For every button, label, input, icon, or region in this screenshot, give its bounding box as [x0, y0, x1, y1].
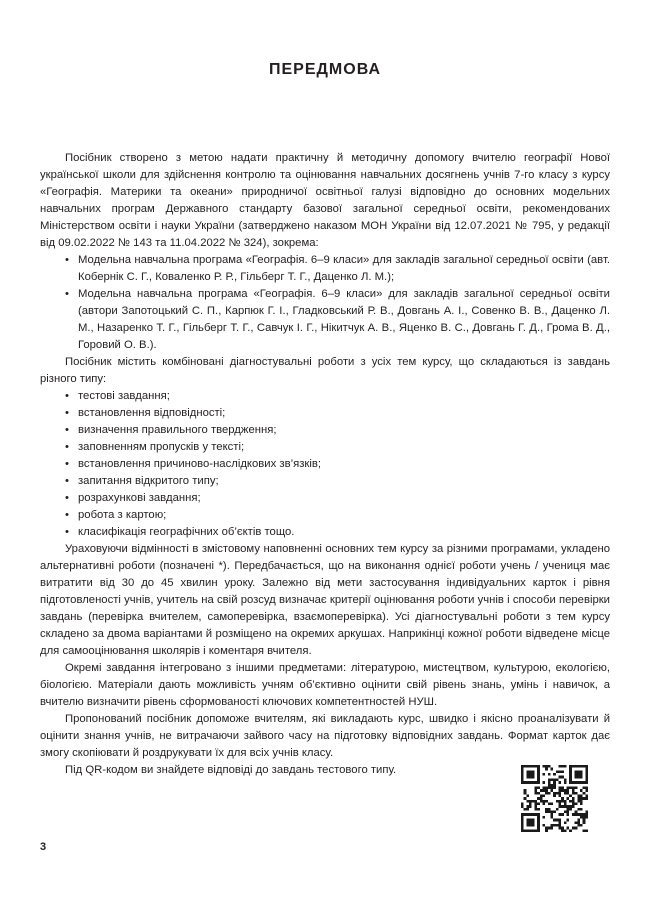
page-body — [40, 150, 610, 779]
list-item: • заповненням пропусків у тексті; — [40, 439, 610, 456]
qr-code — [521, 765, 588, 832]
list-item: • встановлення відповідності; — [40, 405, 610, 422]
program-list — [40, 252, 610, 354]
paragraph-integration: Окремі завдання інтегровано з іншими предметами: літературою, мистецтвом, культурою, екологією, біологією. Матеріали дають можливість учням об’єктивно оцінити свій рівень знань, умінь і навичок, а вчителю визначити рівень сформованості ключових компетентностей НУШ. — [40, 662, 610, 708]
list-item: • Модельна навчальна програма «Географія. 6–9 класи» для закладів загальної середньої освіти (автори Запотоцький С. П., Карпюк Г. І., Гладковський Р. В., Довгань А. І., Совенко В. В., Даценко Л. М., Назаренко Т. Г., Гільберг Т. Г., Савчук І. Г., Нікитчук А. В., Яценко В. С., Довгань Г. Д., Грома В. Д., Горовий О. В.). — [40, 286, 610, 354]
paragraph-tasks-intro: Посібник містить комбіновані діагностувальні роботи з усіх тем курсу, що складаються із завдань різного типу: — [40, 356, 610, 385]
paragraph-variants: Ураховуючи відмінності в змістовому наповненні основних тем курсу за різними програмами, укладено альтернативні роботи (позначені *). Передбачається, що на виконання однієї роботи учень / учениця має витратити від 30 до 45 хвилин уроку. Залежно від мети застосування індивідуальних карток і рівня підготовленості учнів, учитель на свій розсуд визначає критерії оцінювання роботи учнів і способи перевірки завдань (перевірка вчителем, самоперевірка, взаємоперевірка). Усі діагностувальні роботи з тем курсу складено за двома варіантами й розміщено на окремих аркушах. Наприкінці кожної роботи відведене місце для самооцінювання школярів і коментаря вчителя. — [40, 543, 610, 657]
task-type-list — [40, 388, 610, 541]
qr-code-svg — [521, 765, 588, 832]
page-number: 3 — [40, 841, 47, 853]
list-item: • запитання відкритого типу; — [40, 473, 610, 490]
list-item: • класифікація географічних об’єктів тощо. — [40, 524, 610, 541]
list-item: • встановлення причиново-наслідкових зв’язків; — [40, 456, 610, 473]
list-item: • робота з картою; — [40, 507, 610, 524]
paragraph-benefit: Пропонований посібник допоможе вчителям, які викладають курс, швидко і якісно проаналізувати й оцінити знання учнів, не витрачаючи зайвого часу на підготовку відповідних завдань. Формат карток дає змогу скопіювати й роздрукувати їх для всіх учнів класу. — [40, 713, 610, 759]
paragraph-qr-note: Під QR-кодом ви знайдете відповіді до завдань тестового типу. — [65, 764, 397, 776]
paragraph-intro: Посібник створено з метою надати практичну й методичну допомогу вчителю географії Нової української школи для здійснення контролю та оцінювання навчальних досягнень учнів 7-го класу з курсу «Географія. Материки та океани» природничої освітньої галузі відповідно до основних модельних навчальних програм Державного стандарту базової загальної середньої освіти, рекомендованих Міністерством освіти і науки України (затверджено наказом МОН України від 12.07.2021 № 795, у редакції від 09.02.2022 № 143 та 11.04.2022 № 324), зокрема: — [40, 152, 610, 249]
list-item: • розрахункові завдання; — [40, 490, 610, 507]
list-item: • визначення правильного твердження; — [40, 422, 610, 439]
list-item: • тестові завдання; — [40, 388, 610, 405]
page-title: ПЕРЕДМОВА — [269, 61, 381, 78]
list-item: • Модельна навчальна програма «Географія. 6–9 класи» для закладів загальної середньої освіти (авт. Кобернік С. Г., Коваленко Р. Р., Гільберг Т. Г., Даценко Л. М.); — [40, 252, 610, 286]
